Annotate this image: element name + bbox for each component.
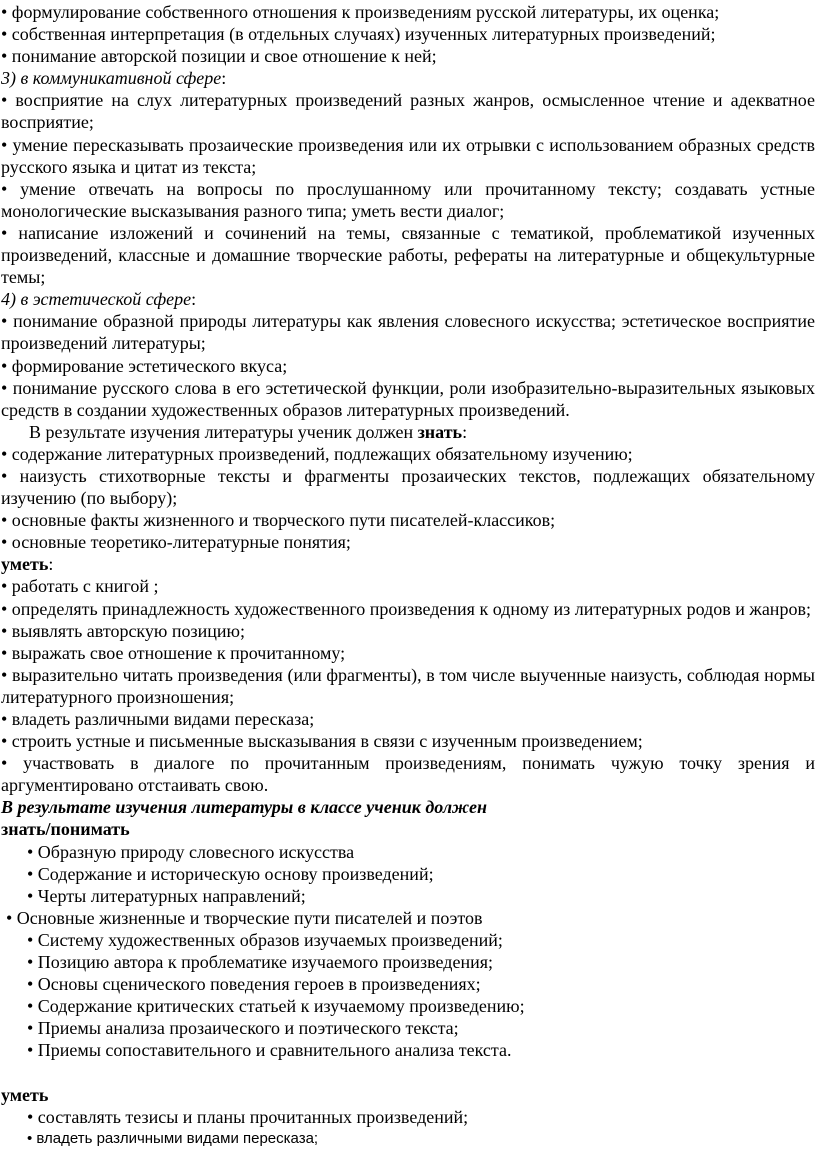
- list-item: • умение отвечать на вопросы по прослушанному или прочитанному тексту; создавать устные монологические высказывания разного типа; уметь вести диалог;: [1, 178, 815, 221]
- list-item: • выражать свое отношение к прочитанному;: [1, 642, 346, 663]
- know-understand-heading: знать/понимать: [1, 819, 130, 840]
- section-heading-communicative: 3) в коммуникативной сфере:: [1, 68, 227, 89]
- list-item: • владеть различными видами пересказа;: [27, 1129, 319, 1147]
- list-item: • Образную природу словесного искусства: [27, 841, 355, 862]
- list-item: • собственная интерпретация (в отдельных случаях) изученных литературных произведений;: [1, 24, 716, 45]
- list-item: • Позицию автора к проблематике изучаемого произведения;: [27, 952, 493, 973]
- list-item: • основные теоретико-литературные понятия;: [1, 532, 351, 553]
- list-item: • понимание русского слова в его эстетической функции, роли изобразительно-выразительных языковых средств в создании художественных образов литературных произведений.: [1, 377, 815, 420]
- list-item: • формирование эстетического вкуса;: [1, 355, 288, 376]
- list-item: • Систему художественных образов изучаемых произведений;: [27, 929, 503, 950]
- section-heading-aesthetic: 4) в эстетической сфере:: [1, 289, 197, 310]
- list-item: • наизусть стихотворные тексты и фрагменты прозаических текстов, подлежащих обязательному изучению (по выбору);: [1, 465, 815, 509]
- list-item: • выявлять авторскую позицию;: [1, 620, 245, 641]
- list-item: • написание изложений и сочинений на темы, связанные с тематикой, проблематикой изученных произведений, классные и домашние творческие работы, рефераты на литературные и общекультурные темы;: [1, 222, 815, 288]
- list-item: • формулирование собственного отношения к произведениям русской литературы, их оценка;: [1, 2, 720, 22]
- list-item: • Содержание и историческую основу произведений;: [27, 863, 434, 884]
- list-item: • владеть различными видами пересказа;: [1, 709, 315, 729]
- spacer: [1, 1062, 815, 1084]
- list-item: • Приемы сопоставительного и сравнительного анализа текста.: [27, 1040, 512, 1061]
- list-item: • содержание литературных произведений, подлежащих обязательному изучению;: [1, 443, 633, 464]
- list-item: • строить устные и письменные высказывания в связи с изученным произведением;: [1, 731, 643, 752]
- list-item: • Черты литературных направлений;: [27, 885, 306, 906]
- list-item: • Основы сценического поведения героев в произведениях;: [27, 974, 481, 995]
- result-heading: В результате изучения литературы в классе ученик должен: [1, 797, 487, 818]
- know-intro: В результате изучения литературы ученик должен знать:: [29, 421, 468, 442]
- list-item: • составлять тезисы и планы прочитанных произведений;: [27, 1106, 469, 1127]
- list-item: • умение пересказывать прозаические произведения или их отрывки с использованием образных средств русского языка и цитат из текста;: [1, 134, 815, 177]
- list-item: • Основные жизненные и творческие пути писателей и поэтов: [6, 907, 483, 928]
- list-item: • основные факты жизненного и творческого пути писателей-классиков;: [1, 510, 556, 531]
- list-item: • понимание образной природы литературы как явления словесного искусства; эстетическое восприятие произведений литературы;: [1, 311, 815, 354]
- list-item: • Содержание критических статьей к изучаемому произведению;: [27, 996, 525, 1017]
- able-heading: уметь:: [1, 554, 54, 575]
- list-item: • работать с книгой ;: [1, 576, 159, 597]
- list-item: • участвовать в диалоге по прочитанным произведениям, понимать чужую точку зрения и аргументировано отстаивать свою.: [1, 753, 815, 796]
- list-item: • выразительно читать произведения (или фрагменты), в том числе выученные наизусть, соблюдая нормы литературного произношения;: [1, 664, 815, 707]
- list-item: • определять принадлежность художественного произведения к одному из литературных родов и жанров;: [1, 598, 811, 619]
- list-item: • понимание авторской позиции и свое отношение к ней;: [1, 46, 437, 67]
- list-item: • Приемы анализа прозаического и поэтического текста;: [27, 1018, 459, 1039]
- able-heading-2: уметь: [1, 1084, 49, 1105]
- list-item: • восприятие на слух литературных произведений разных жанров, осмысленное чтение и адекватное восприятие;: [1, 90, 815, 133]
